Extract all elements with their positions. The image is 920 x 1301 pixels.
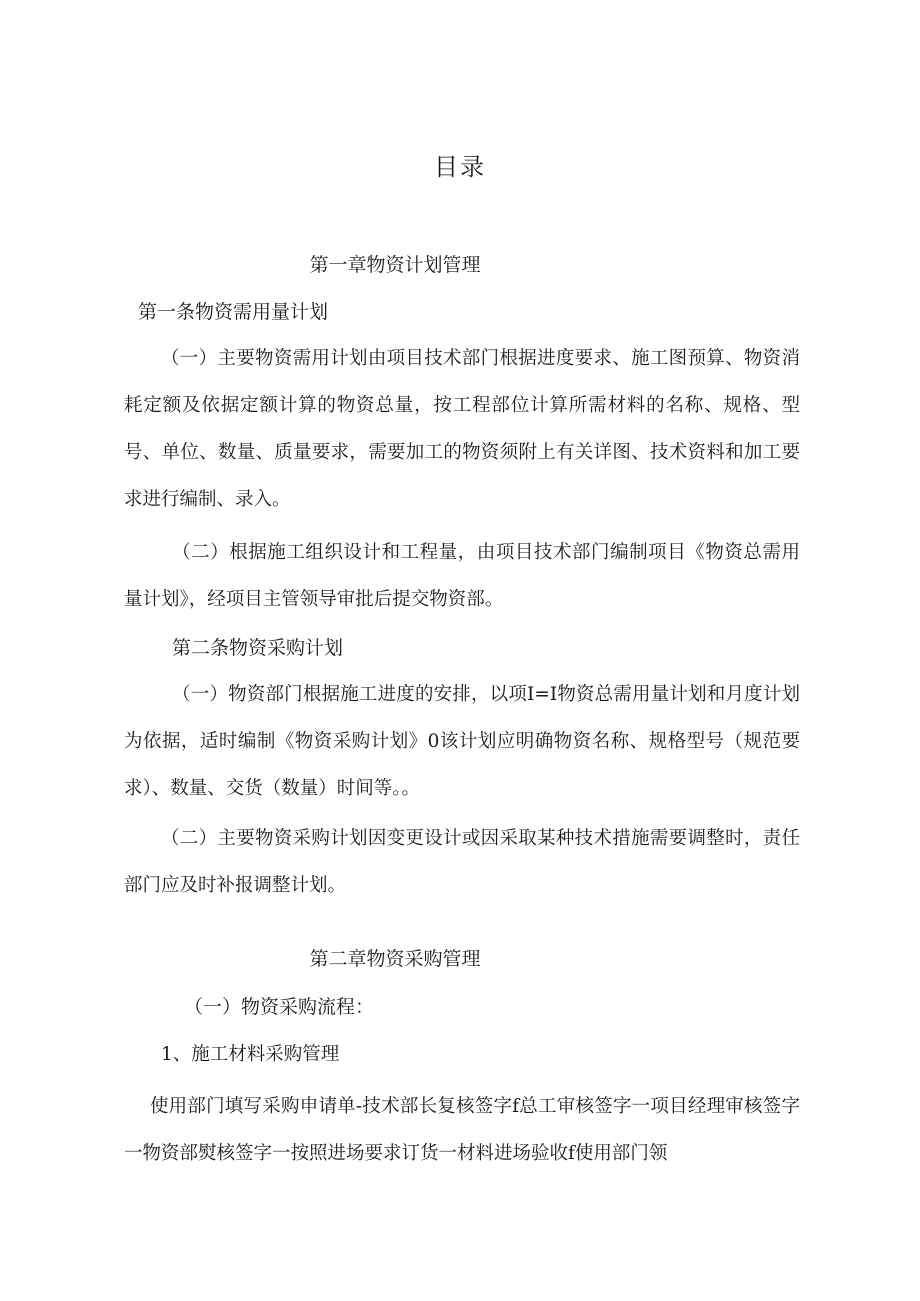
section-1-title: （一）物资采购流程： [184, 996, 375, 1018]
item-1-paragraph: 使用部门填写采购申请单-技术部长复核签字f总工审核签字一项目经理审核签字一物资部熨核签字一按照进场要求订货一材料进场验收f使用部门领 [124, 1096, 800, 1164]
article-1-title: 第一条物资需用量计划 [138, 301, 329, 323]
chapter-1-title: 第一章物资计划管理 [309, 254, 481, 276]
article-2-paragraph-1: （一）物资部门根据施工进度的安排，以项I=I物资总需用量计划和月度计划为依据，适时编制《物资采购计划》0该计划应明确物资名称、规格型号（规范要求）、数量、交货（数量）时间等。。 [124, 684, 800, 799]
article-2-title: 第二条物资采购计划 [172, 637, 344, 659]
chapter-2-title: 第二章物资采购管理 [309, 948, 481, 970]
article-1-paragraph-2: （二）根据施工组织设计和工程量，由项目技术部门编制项目《物资总需用量计划》，经项目主管领导审批后提交物资部。 [124, 542, 800, 610]
article-1-paragraph-1: （一）主要物资需用计划由项目技术部门根据进度要求、施工图预算、物资消耗定额及依据定额计算的物资总量，按工程部位计算所需材料的名称、规格、型号、单位、数量、质量要求，需要加工的物资须附上有关详图、技术资料和加工要求进行编制、录入。 [124, 348, 800, 510]
item-1-title: 1、施工材料采购管理 [161, 1044, 340, 1065]
article-2-paragraph-2: （二）主要物资采购计划因变更设计或因采取某种技术措施需要调整时，责任部门应及时补报调整计划。 [124, 828, 800, 896]
toc-title: 目录 [434, 153, 486, 181]
